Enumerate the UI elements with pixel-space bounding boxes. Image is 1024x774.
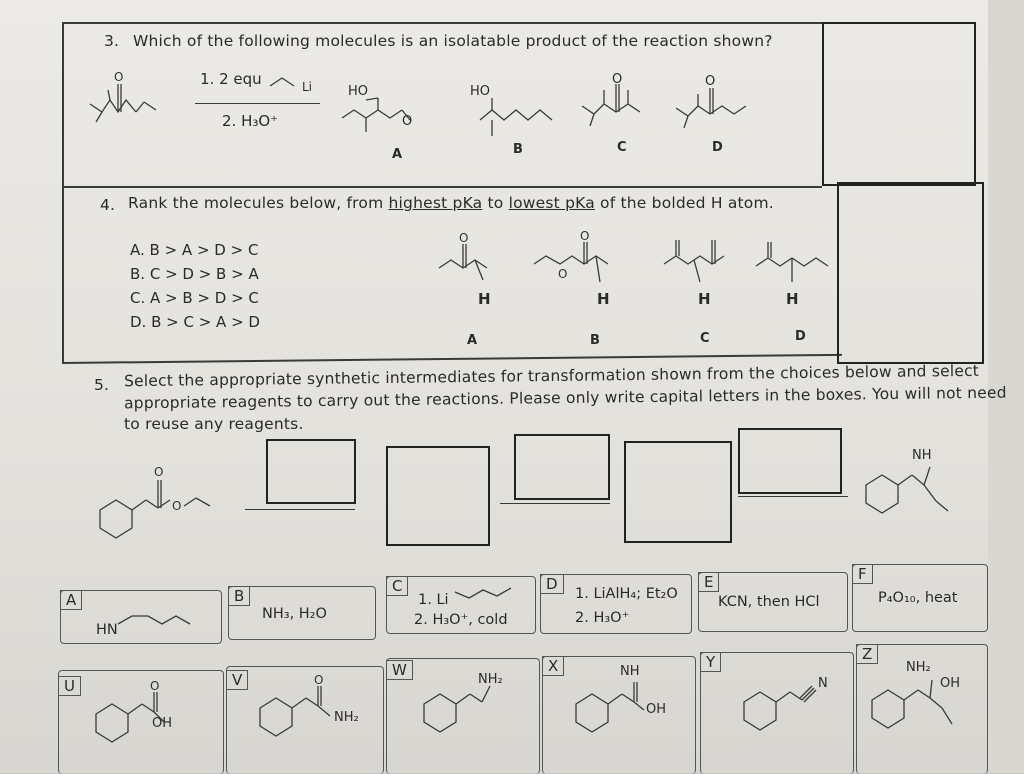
q4-molecule-b-h: H [597, 290, 610, 308]
q5-arrow-3 [738, 496, 848, 497]
q4-choice-d: D. B > C > A > D [130, 313, 260, 331]
intermediate-card-y-structure [740, 670, 850, 740]
q3-option-d-structure [672, 72, 762, 132]
q4-molecule-d-h: H [786, 290, 799, 308]
intermediate-card-w-nh2: NH₂ [478, 672, 503, 687]
intermediate-card-v-nh2: NH₂ [334, 710, 359, 725]
q5-reagent-box-1[interactable] [266, 439, 356, 504]
reagent-card-a-letter: A [60, 590, 82, 610]
svg-text:O: O [558, 267, 568, 281]
q5-question-line-2: appropriate reagents to carry out the reactions. Please only write capital letters in the boxes. You will not need [123, 383, 1007, 413]
q4-question [128, 194, 774, 212]
q4-molecule-b [530, 229, 640, 302]
q5-number: 5. [94, 376, 110, 394]
q3-number: 3. [104, 32, 120, 50]
intermediate-card-y-n: N [818, 676, 828, 691]
q4-highest-pka: highest pKa [388, 194, 483, 212]
q5-arrow-2 [500, 503, 610, 504]
reagent-card-a-text: HN [96, 622, 118, 638]
top-border-line [62, 22, 822, 24]
q3-answer-box[interactable] [822, 22, 976, 186]
q4-question-suffix: of the bolded H atom. [594, 194, 774, 212]
reagent-card-e-text: KCN, then HCl [718, 594, 820, 610]
intermediate-card-v-letter: V [226, 670, 248, 690]
q5-reagent-box-3[interactable] [738, 428, 842, 494]
intermediate-card-u-letter: U [58, 676, 81, 696]
reagent-card-f-letter: F [852, 564, 873, 584]
q3-option-d-o: O [705, 74, 716, 89]
q4-molecule-a-h: H [478, 290, 491, 308]
reagent-card-d-line-2: 2. H₃O⁺ [575, 610, 630, 626]
intermediate-card-z-letter: Z [856, 644, 878, 664]
q4-number: 4. [100, 196, 116, 214]
intermediate-card-x-nh: NH [620, 664, 640, 679]
reagent-card-e-letter: E [698, 572, 719, 592]
svg-text:O: O [154, 465, 164, 479]
intermediate-card-x-letter: X [542, 656, 564, 676]
q5-product-structure [858, 455, 978, 525]
svg-text:O: O [172, 499, 182, 513]
intermediate-card-y-letter: Y [700, 652, 721, 672]
q4-bottom-line [62, 354, 842, 364]
q3-reactant-ester [90, 70, 160, 130]
intermediate-card-z-oh: OH [940, 676, 961, 691]
reagent-card-f-text: P₄O₁₀, heat [878, 590, 958, 606]
q5-intermediate-box-2[interactable] [624, 441, 732, 543]
intermediate-card-z-structure [868, 668, 978, 748]
reagent-card-d-letter: D [540, 574, 564, 594]
q3-option-a-ho: HO [348, 84, 369, 99]
intermediate-card-z-nh2: NH₂ [906, 660, 931, 675]
q3-bottom-line [62, 186, 822, 188]
q4-molecule-c-h: H [698, 290, 711, 308]
q5-question-line-1: Select the appropriate synthetic intermediates for transformation shown from the choices below and select [123, 361, 980, 391]
q3-option-a-label: A [392, 147, 403, 162]
q3-reagent-li: Li [302, 80, 313, 94]
svg-text:O: O [150, 679, 160, 693]
q5-question-line-3: to reuse any reagents. [124, 415, 304, 433]
q4-answer-box[interactable] [837, 182, 984, 364]
svg-text:O: O [459, 231, 469, 245]
q4-choice-c: C. A > B > D > C [130, 289, 259, 307]
q3-option-a-o: O [402, 114, 413, 129]
q3-reagent-2: 2. H₃O⁺ [222, 112, 279, 130]
q4-option-d-label: D [795, 329, 806, 344]
intermediate-card-x-oh: OH [646, 702, 667, 717]
intermediate-card-w-letter: W [386, 660, 413, 680]
reagent-card-d-line-1: 1. LiAlH₄; Et₂O [575, 586, 678, 602]
q5-product-nh: NH [912, 448, 932, 463]
q3-reaction-arrow [195, 103, 320, 104]
q3-question: Which of the following molecules is an isolatable product of the reaction shown? [133, 32, 773, 50]
q4-option-b-label: B [590, 333, 600, 348]
svg-text:O: O [114, 70, 124, 84]
q5-arrow-1 [245, 509, 355, 510]
q4-question-prefix: Rank the molecules below, from [128, 194, 389, 212]
q3-option-c-o: O [612, 72, 623, 87]
q5-reagent-box-2[interactable] [514, 434, 610, 500]
left-margin-line [62, 22, 64, 362]
q4-option-a-label: A [467, 333, 478, 348]
q3-option-b-label: B [513, 142, 523, 157]
q4-to: to [482, 194, 509, 212]
q4-option-c-label: C [700, 331, 710, 346]
svg-text:O: O [314, 673, 324, 687]
intermediate-card-w-structure [420, 680, 530, 750]
reagent-card-b-letter: B [228, 586, 250, 606]
q3-option-c-label: C [617, 140, 627, 155]
q5-intermediate-box-1[interactable] [386, 446, 490, 546]
q4-choice-a: A. B > A > D > C [130, 241, 259, 259]
reagent-card-b-text: NH₃, H₂O [262, 606, 327, 622]
q5-starting-ester [92, 460, 232, 540]
q4-choice-b: B. C > D > B > A [130, 265, 259, 283]
reagent-card-c-line-2: 2. H₃O⁺, cold [414, 612, 508, 628]
reagent-card-c-allyl [455, 584, 525, 602]
q3-option-d-label: D [712, 140, 723, 155]
reagent-card-a-imine [118, 610, 218, 630]
svg-text:O: O [580, 229, 590, 243]
q4-molecule-a [435, 232, 515, 302]
reagent-card-c-line-1: 1. Li [418, 592, 449, 608]
reagent-card-c-letter: C [386, 576, 408, 596]
q3-reagent-1: 1. 2 equ [200, 70, 262, 88]
q3-option-b-ho: HO [470, 84, 491, 99]
intermediate-card-u-oh: OH [152, 716, 173, 731]
q4-lowest-pka: lowest pKa [508, 194, 595, 212]
